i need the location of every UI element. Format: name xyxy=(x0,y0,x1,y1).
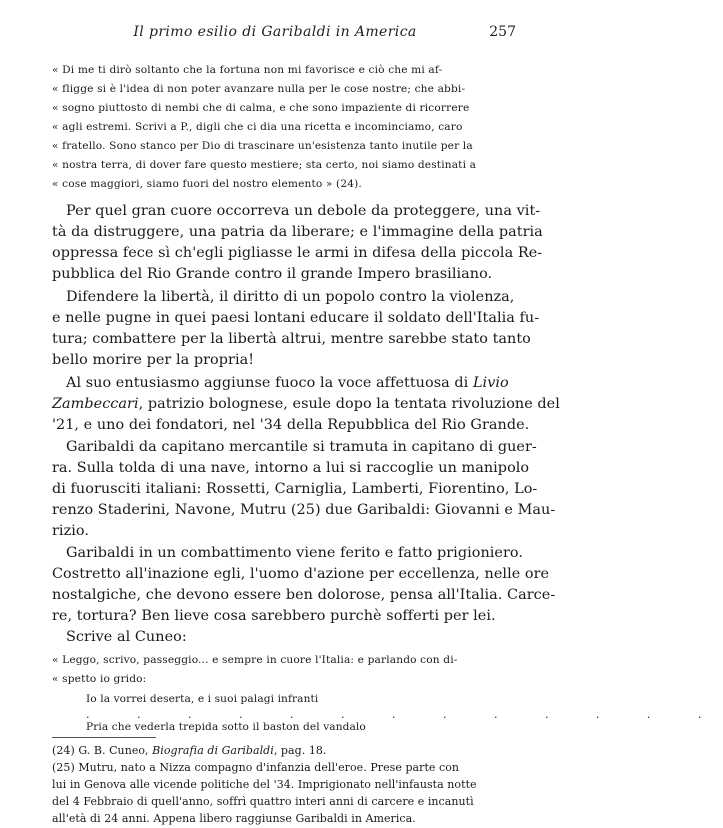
verse-ellipsis: . . . . . . . . . . . . . xyxy=(86,708,723,721)
quote-cuneo-line: « spetto io grido: xyxy=(52,673,147,685)
verse-line: Io la vorrei deserta, e i suoi palagi infranti xyxy=(86,693,319,705)
paragraph-line: Garibaldi da capitano mercantile si tramuta in capitano di guer- xyxy=(66,439,537,455)
footnote-rule xyxy=(52,737,156,738)
paragraph-line: oppressa fece sì ch'egli pigliasse le armi in difesa della piccola Re- xyxy=(52,245,543,261)
verse-line: Pria che vederla trepida sotto il baston del vandalo xyxy=(86,721,366,733)
paragraph-line: '21, e uno dei fondatori, nel '34 della Repubblica del Rio Grande. xyxy=(52,417,530,433)
page-number: 257 xyxy=(489,24,516,40)
paragraph-line: ra. Sulla tolda di una nave, intorno a lui si raccoglie un manipolo xyxy=(52,460,530,476)
paragraph-line: Per quel gran cuore occorreva un debole da proteggere, una vit- xyxy=(66,203,541,219)
running-title: Il primo esilio di Garibaldi in America xyxy=(133,24,417,40)
paragraph-line: e nelle pugne in quei paesi lontani educare il soldato dell'Italia fu- xyxy=(52,310,540,326)
paragraph-line: rizio. xyxy=(52,523,89,539)
footnote-25-line: del 4 Febbraio di quell'anno, soffrì quattro interi anni di carcere e incanutì xyxy=(52,795,474,808)
paragraph-line: Al suo entusiasmo aggiunse fuoco la voce affettuosa di Livio xyxy=(66,375,509,391)
footnote-25-line: (25) Mutru, nato a Nizza compagno d'infanzia dell'eroe. Prese parte con xyxy=(52,761,460,774)
paragraph-line: Garibaldi in un combattimento viene ferito e fatto prigioniero. xyxy=(66,545,524,561)
footnote-25-line: lui in Genova alle vicende politiche del '34. Imprigionato nell'infausta notte xyxy=(52,778,477,791)
quote-letter-line: « nostra terra, di dover fare questo mestiere; sta certo, noi siamo destinati a xyxy=(52,159,477,171)
book-title: Biografia di Garibaldi xyxy=(152,744,274,757)
paragraph-line: bello morire per la propria! xyxy=(52,352,255,368)
quote-letter-line: « sogno piuttosto di nembi che di calma, e che sono impaziente di ricorrere xyxy=(52,102,470,114)
page-header xyxy=(0,24,550,46)
paragraph-line: tura; combattere per la libertà altrui, mentre sarebbe stato tanto xyxy=(52,331,531,347)
paragraph-line: pubblica del Rio Grande contro il grande Impero brasiliano. xyxy=(52,266,493,282)
quote-letter-line: « fratello. Sono stanco per Dio di trascinare un'esistenza tanto inutile per la xyxy=(52,140,473,152)
quote-cuneo-line: « Leggo, scrivo, passeggio... e sempre in cuore l'Italia: e parlando con di- xyxy=(52,654,458,666)
paragraph-line: Costretto all'inazione egli, l'uomo d'azione per eccellenza, nelle ore xyxy=(52,566,550,582)
paragraph-line: Difendere la libertà, il diritto di un popolo contro la violenza, xyxy=(66,289,515,305)
paragraph-line: renzo Staderini, Navone, Mutru (25) due Garibaldi: Giovanni e Mau- xyxy=(52,502,556,518)
paragraph-line: di fuorusciti italiani: Rossetti, Carniglia, Lamberti, Fiorentino, Lo- xyxy=(52,481,538,497)
paragraph-line: Scrive al Cuneo: xyxy=(66,629,187,645)
paragraph-line: Zambeccari, patrizio bolognese, esule dopo la tentata rivoluzione del xyxy=(52,396,560,412)
person-name: Zambeccari xyxy=(52,396,139,412)
quote-letter-line: « Di me ti dirò soltanto che la fortuna non mi favorisce e ciò che mi af- xyxy=(52,64,443,76)
paragraph-line: nostalgiche, che devono essere ben dolorose, pensa all'Italia. Carce- xyxy=(52,587,556,603)
paragraph-line: re, tortura? Ben lieve cosa sarebbero purchè sofferti per lei. xyxy=(52,608,496,624)
quote-letter-line: « cose maggiori, siamo fuori del nostro elemento » (24). xyxy=(52,178,362,190)
footnote-24: (24) G. B. Cuneo, Biografia di Garibaldi, pag. 18. xyxy=(52,744,327,757)
paragraph-line: tà da distruggere, una patria da liberare; e l'immagine della patria xyxy=(52,224,543,240)
footnote-25-line: all'età di 24 anni. Appena libero raggiunse Garibaldi in America. xyxy=(52,812,416,825)
quote-letter-line: « agli estremi. Scrivi a P., digli che ci dia una ricetta e incominciamo, caro xyxy=(52,121,463,133)
person-name: Livio xyxy=(472,375,509,391)
quote-letter-line: « fligge si è l'idea di non poter avanzare nulla per le cose nostre; che abbi- xyxy=(52,83,466,95)
